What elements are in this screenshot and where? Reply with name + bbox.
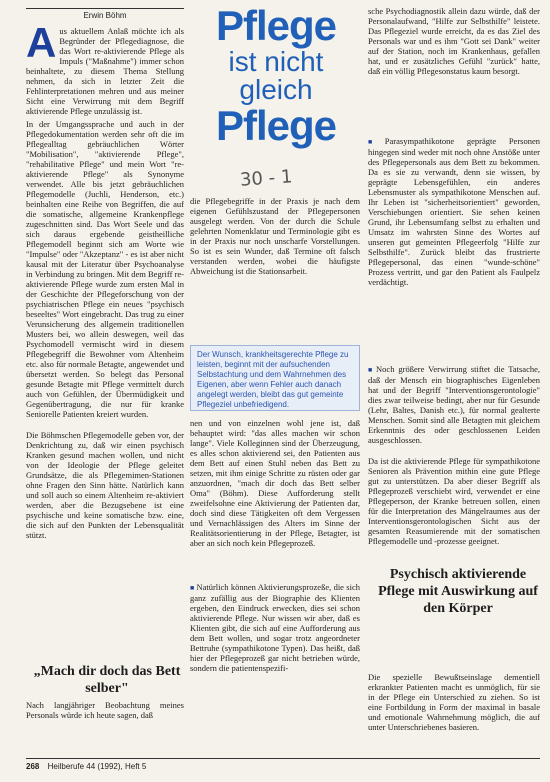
col2-top	[190, 196, 360, 341]
pull-quote-box	[190, 345, 360, 411]
footer-rule	[26, 758, 540, 759]
page-number: 268	[26, 762, 40, 771]
square-bullet-icon: ■	[368, 366, 375, 374]
col2-paragraph-c	[190, 582, 360, 673]
col3-paragraph-b1-text: Parasympathikotone geprägte Personen hingegen sind weder mit noch ohne Anstöße unter des Pflegepersonals aus dem Bett zu bekommen. Da es sie zu verwandt, denn sie wissen, by geprägte Lebensgefühlen, ein anderes Lebensmuster als sympathikotone Menschen auf. Ihr Leben ist "sicherheitsorientiert" geworden, Verschiebungen orientiert. Sie sehen keinen Grund, ihr Lebensumfang selbst zu erhalten und Umsatz im wahrsten Sinne des Wortes auf unseren gut gemeinten Pflegeerfolg "Hilfe zur Selbsthilfe". Zurück bleibt das frustrierte Pflegepersonal, das einen "wunde-schöne" Prozess vertritt, und gar den Patient als Faulpelz verdächtigt.	[368, 136, 540, 287]
square-bullet-icon: ■	[368, 138, 383, 146]
col1-end-text: Nach langjähriger Beobachtung meines Personals würde ich heute sagen, daß	[26, 700, 184, 720]
col2-bottom	[190, 582, 360, 758]
col3-paragraph-a: sche Psychodiagnostik allein dazu würde, daß der Personalaufwand, "Hilfe zur Selbsthilfe" leistete. Das Pflegeziel wurde erreicht, da es das Ziel des Personals war und es ihm "Gott sei Dank" weiter auf der Station, noch im Krankenhaus, gefallen hat, und er zusätzliches Gefühl "zurück" hatte, daß ein völlig Pflegesonstatus kaum besorgt.	[368, 6, 540, 76]
col3-top	[368, 6, 540, 132]
col1-end	[26, 700, 184, 756]
page-footer	[26, 762, 226, 771]
article-title	[192, 4, 360, 176]
col3-middle	[368, 456, 540, 562]
handwritten-note: 30 - 1	[239, 166, 293, 191]
col2-paragraph-a: die Pflegebegriffe in der Praxis je nach dem eigenen Gefühlszustand der Pflegepersonen ausgelegt werden. Von der durch die Schule gelehrten Nomenklatur und Terminologie gibt es in der Praxis nur noch unscharfe Vorstellungen. So ist es sein Wunder, daß Termine oft falsch verstanden werden, wobei die häufigste Abweichung ist die Stationsarbeit.	[190, 196, 360, 276]
title-line-2: ist nicht	[228, 46, 324, 77]
col2-paragraph-b: nen und von einzelnen wohl jene ist, daß behauptet wird: "das alles machen wir schon lange". Viele Kolleginnen sind der Überzeugung, es alles schon aktivierend sei, den Patienten aus dem Bett auf einen Stuhl neben das Bett zu setzen, mit ihm einige Schritte zu rüsten oder gar anzuordnen, "mach dir doch das Bett selber Oma" (Böhm). Diese Aufforderung stellt zweifelsohne eine Aktivierung der Patienten dar, doch sind diese Tätigkeiten oft dem Vergessen und Vernachlässigen des Alters im Sinne der Realitätsorientierung in der Pflege, Betagter, ist aber an sich noch kein Pflegeprozeß.	[190, 418, 360, 548]
col2-middle	[190, 418, 360, 578]
title-line-3: gleich	[239, 74, 313, 105]
col3-paragraph-b2	[368, 364, 540, 445]
pull-quote-text: Der Wunsch, krankheitsgerechte Pflege zu leisten, beginnt mit der aufsuchenden Selbstachtung und dem Wahrnehmen des Eigenen, aber wenn Fehler auch danach angelegt werden, bleibt das gut gemeinte Pflegeziel unbefriedigend.	[197, 350, 349, 409]
subheading-1: „Mach dir doch das Bett selber"	[33, 664, 181, 696]
col3-paragraph-b1	[368, 136, 540, 287]
col1-paragraph-3: Die Böhmschen Pflegemodelle geben vor, der Denkrichtung zu, daß wir einen psychisch Kranken gesund machen wollen, und nicht von der Ideologie der Pflege geleitet Grundsätze, die als Pflegemimen-Stationen ohne Fragen den Sinn hätte. Natürlich kann und soll auch so einem Altenheim re-aktiviert werden, aber die Bezugsebene ist eine psychische und keine somatische bzw. eine, die sich auf den Punkten der Lebensqualität stützt.	[26, 430, 184, 540]
journal-citation: Heilberufe 44 (1992), Heft 5	[47, 762, 147, 771]
intro-text: us aktuellem Anlaß möchte ich als Begründer der Pflegediagnose, die das Wort re-aktivierende Pflege als Impuls ("Maßnahme") immer schon beinhaltete, zu diesem Thema Stellung nehmen, da sich in letzter Zeit die Fehlinterpretationen mehren und aus meiner Sicht eine Verwirrung mit dem Begriff aktivierende Pflege unzulässig ist.	[26, 26, 184, 116]
col1-lower	[26, 430, 184, 658]
col3-paragraph-b2-text: Noch größere Verwirrung stiftet die Tatsache, daß der Mensch ein biographisches Eigenleben hat und der Begriff "Interventionsgerontologie" dies zwar teilweise bedingt, aber nur für Gesunde (Lehr, Baltes, Danish etc.), für normal gealterte Menschen. Somit sind alle Betagten mit gleichem Erkenntnis des oder geschlossenen Leiden ausgeschlossen.	[368, 364, 540, 445]
col3-paragraph-c: Da ist die aktivierende Pflege für sympathikotone Senioren als Prävention mithin eine gute Pflege gut zu unterstützen. Da aber dieser Begriff als Pflegeprozeß verschiebt wird, verwendet er eine Pflegeperson, der Kranke betreuen sollen, einen für die Interpretation des Mängelraumes aus der Interventionsgerontologischen Sicht aus der gesamten Reasumierende mit der somatischen Pflegemodelle und -prozesse geeignet.	[368, 456, 540, 546]
title-line-1: Pflege	[215, 2, 337, 49]
col3-bullet-2	[368, 364, 540, 454]
article-intro	[26, 19, 184, 426]
col3-bullet-1	[368, 136, 540, 360]
col3-bottom	[368, 672, 540, 758]
intro-paragraph	[26, 19, 184, 419]
col3-paragraph-d: Die spezielle Bewußtseinslage dementiell erkrankter Patienten macht es unmöglich, für sie in der Pflege ein Unterschied zu ziehen. So ist eine Fortbildung in Form der maximal in basale und emotionale Wahrnehmung möglich, die auf unter Unterschriebenes basieren.	[368, 672, 540, 732]
col1-paragraph-2: In der Umgangssprache und auch in der Pflegedokumentation werden sehr oft die im Pflegealltag gebräuchlichen Wörter "Mobilisation", "aktivierende Pflege", "rehabilitative Pflege" und mein Wort "re-aktivierende Pflege" als Synonyme verwendet. Alle bis jetzt gebräuchlichen Pflegemodelle (Juchli, Henderson, etc.) beinhalten eine Reihe von Begriffen, die auf die somatische, allgemeine Krankenpflege zugeschnitten sind. Das Wort Seele und das sich daraus ergebende geistheilliche Pflegemodell beginnt sich am Worte wie "Impulse" oder "Akzeptanz" - es ist aber nicht kausal mit der Literatur über Psychoanalyse in Verbindung zu bringen. Mit dem Begriff re-aktivierende Pflege wurde zum ersten Mal in der Geschichte der Pflegeforschung von der psychiatrischen Pflege ein neues "psychisch beseeltes" Wort eingebracht. Das trug zu einer Verunsicherung des allgemein traditionellen Musters bei, wo allein deswegen, weil das Psychomodell vermischt wird in diesem Pflegebegriff die Bewohner vom Altenheim etc. also für normale Betagte, angewendet und übersetzt werden. So belegt das Personal gesunde Betagte mit Pflege vermittelt durch auch von Gefühlen, der Übermüdigkeit und Gegenübertragung, die nur für kranke Seniorelle Patienten kreiert wurden.	[26, 119, 184, 419]
col2-paragraph-c-text: Natürlich können Aktivierungsprozeße, die sich ganz zufällig aus der Biographie des Klienten ergeben, den Eindruck erwecken, dies sei schon aktivierende Pflege. Nur wissen wir aber, daß es Klienten gibt, die sich auf eine Aufforderung aus dem Bett wollen, und sogar trotz angeordneter Bettruhe (sympathikotone Typen). Das heißt, daß hier der Pflegeprozeß gar nicht betrieben würde, sondern die patientenspezifi-	[190, 582, 360, 673]
square-bullet-icon: ■	[190, 584, 195, 592]
author-name: Erwin Böhm	[26, 8, 184, 21]
subheading-2: Psychisch aktivierende Pflege mit Auswirkung auf den Körper	[378, 567, 538, 616]
title-line-4: Pflege	[215, 102, 337, 149]
drop-cap: A	[26, 19, 57, 66]
